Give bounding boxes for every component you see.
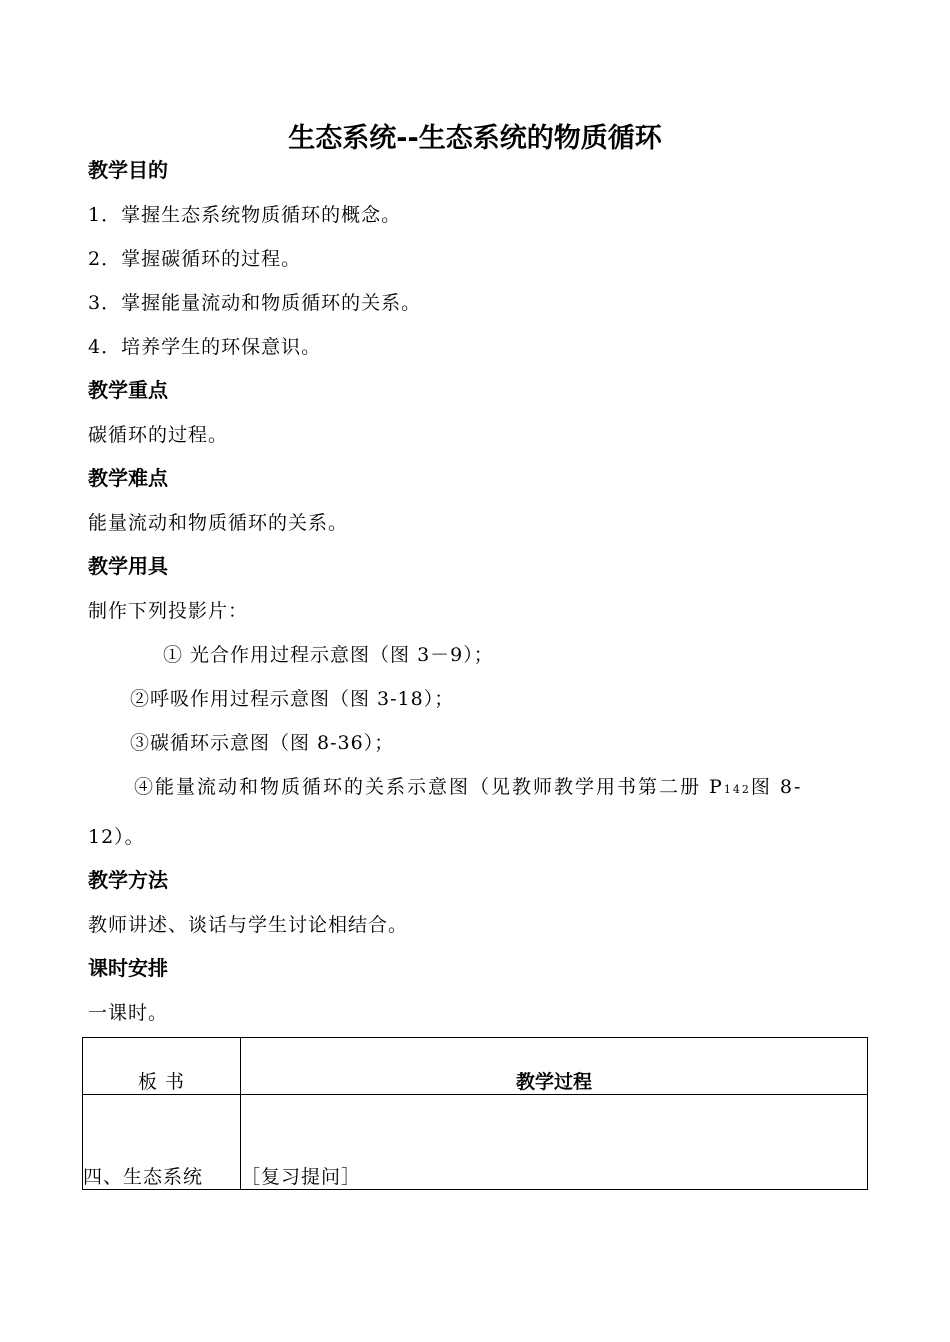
tools-intro: 制作下列投影片： bbox=[88, 600, 249, 622]
tool-item-4-page-subscript: 142 bbox=[723, 783, 751, 796]
schedule-text: 一课时。 bbox=[88, 1002, 169, 1024]
objectives-heading: 教学目的 bbox=[88, 158, 168, 182]
process-cell: ［复习提问］ bbox=[241, 1095, 868, 1190]
tool-item-1: ① 光合作用过程示意图（图 3－9）； bbox=[163, 644, 494, 666]
objective-item-2: 2．掌握碳循环的过程。 bbox=[88, 248, 302, 270]
objective-item-1: 1．掌握生态系统物质循环的概念。 bbox=[88, 204, 402, 226]
tool-item-2: ②呼吸作用过程示意图（图 3-18）； bbox=[130, 688, 455, 710]
tool-item-4-tail: 图 8- bbox=[750, 776, 803, 798]
tool-item-4-main: ④能量流动和物质循环的关系示意图（见教师教学用书第二册 P bbox=[134, 776, 724, 798]
objective-item-3: 3．掌握能量流动和物质循环的关系。 bbox=[88, 292, 422, 314]
key-points-heading: 教学重点 bbox=[88, 378, 168, 402]
difficulties-heading: 教学难点 bbox=[88, 466, 168, 490]
objective-item-4: 4．培养学生的环保意识。 bbox=[88, 336, 322, 358]
board-cell: 四、生态系统 bbox=[83, 1095, 241, 1190]
schedule-heading: 课时安排 bbox=[88, 956, 168, 980]
key-points-text: 碳循环的过程。 bbox=[88, 424, 229, 446]
methods-text: 教师讲述、谈话与学生讨论相结合。 bbox=[88, 914, 409, 936]
document-title: 生态系统--生态系统的物质循环 bbox=[288, 123, 662, 154]
difficulties-text: 能量流动和物质循环的关系。 bbox=[88, 512, 349, 534]
table-header-row bbox=[83, 1038, 868, 1095]
process-column-header: 教学过程 bbox=[241, 1038, 868, 1095]
tool-item-4 bbox=[134, 772, 802, 799]
tool-item-4-continuation: 12）。 bbox=[88, 826, 145, 848]
table-row bbox=[83, 1095, 868, 1190]
board-column-header: 板 书 bbox=[83, 1038, 241, 1095]
methods-heading: 教学方法 bbox=[88, 868, 168, 892]
lesson-table bbox=[82, 1037, 868, 1190]
tool-item-3: ③碳循环示意图（图 8-36）； bbox=[130, 732, 395, 754]
tools-heading: 教学用具 bbox=[88, 554, 168, 578]
